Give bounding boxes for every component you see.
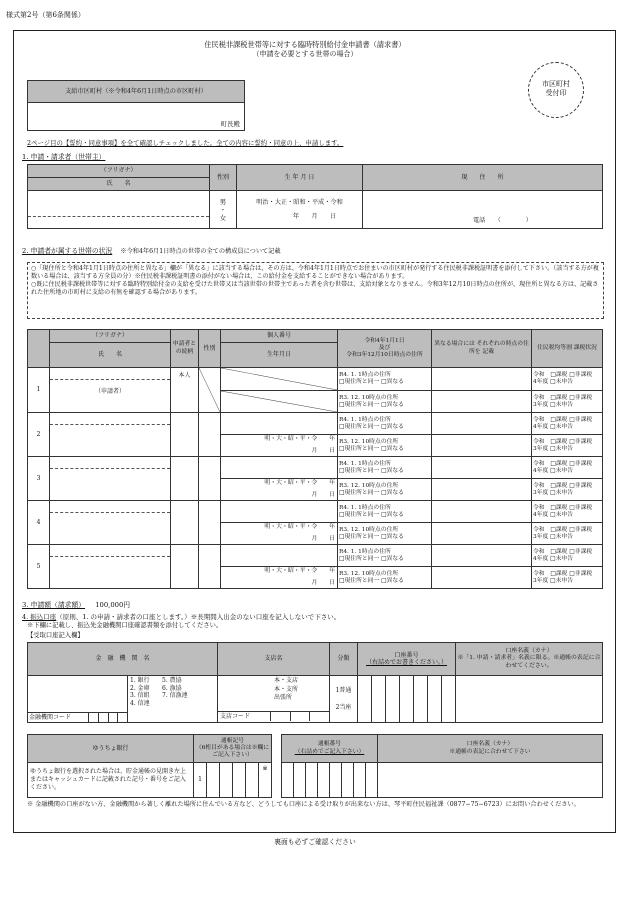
branch-header: 支店名 bbox=[218, 643, 330, 676]
hh-furigana-divider bbox=[50, 468, 170, 469]
account-number-box-4[interactable] bbox=[399, 676, 413, 722]
consent-checkbox-label[interactable] bbox=[27, 139, 343, 147]
hh-myno-header: 個人番号 bbox=[221, 330, 338, 343]
section4-title: 4. 振込口座 bbox=[22, 613, 57, 621]
hh-r3-same: □現住所と同一 □異なる bbox=[339, 401, 404, 408]
hh-tax-r4-line2: 4年度 □未申告 bbox=[533, 555, 573, 562]
account-number-label: 口座番号 bbox=[394, 651, 419, 659]
hh-diff-r4-cell[interactable] bbox=[432, 545, 532, 567]
bank-type-option[interactable]: 7. 信漁連 bbox=[162, 692, 188, 699]
bank-code-row bbox=[28, 712, 127, 722]
section2-heading bbox=[22, 247, 281, 256]
section2-notes-box bbox=[27, 262, 604, 319]
hh-r3-same: □現住所と同一 □異なる bbox=[339, 577, 404, 584]
yucho-kigo-box-4[interactable] bbox=[232, 763, 245, 797]
hh-diff-r4-cell[interactable] bbox=[432, 457, 532, 479]
hh-r4-label: R4. 1. 1時点の住所 bbox=[339, 548, 391, 555]
hh-dob-era: 明・大・昭・平・令 年 bbox=[264, 480, 335, 487]
hh-myno-cell[interactable] bbox=[221, 545, 338, 567]
branch-code-box-1[interactable] bbox=[270, 712, 290, 721]
hh-row-no: 1 bbox=[28, 368, 50, 413]
hh-gender-header: 性別 bbox=[199, 330, 221, 368]
bank-type-option[interactable]: 4. 信連 bbox=[130, 699, 150, 707]
bank-code-box-3[interactable] bbox=[108, 713, 118, 722]
section3-amount: 100,000円 bbox=[95, 601, 131, 609]
hh-dob-md: 月 日 bbox=[311, 491, 335, 498]
hh-tax-r3-line2: 3年度 □未申告 bbox=[533, 533, 573, 540]
applicant-dob-header: 生 年 月 日 bbox=[237, 165, 363, 191]
hh-furigana-divider bbox=[50, 379, 170, 380]
hh-dob-cell[interactable] bbox=[221, 567, 338, 589]
branch-code-row bbox=[218, 711, 329, 721]
bank-type-option[interactable]: 6. 漁協 bbox=[162, 684, 182, 692]
hh-gender-cell[interactable] bbox=[199, 501, 221, 545]
hh-tax-header: 住民税均等割 課税状況 bbox=[532, 330, 603, 368]
hh-myno-slash bbox=[221, 368, 337, 390]
yucho-no-box-4[interactable] bbox=[317, 763, 329, 797]
hh-dob-cell[interactable] bbox=[221, 435, 338, 457]
section1-heading: 1. 申請・請求者（世帯主） bbox=[22, 153, 106, 161]
hh-tax-r4-line2: 4年度 □未申告 bbox=[533, 511, 573, 518]
yucho-gap-2 bbox=[272, 763, 282, 798]
hh-relation-header: 申請者との続柄 bbox=[171, 330, 199, 368]
hh-furigana-header: （フリガナ） bbox=[50, 330, 171, 343]
applicant-table bbox=[27, 164, 603, 229]
household-row bbox=[28, 413, 603, 435]
hh-name-header: 氏 名 bbox=[50, 343, 171, 368]
branch-type-option[interactable]: 本・支所 bbox=[274, 685, 299, 693]
bank-type-option[interactable]: 2. 金庫 bbox=[130, 684, 150, 692]
hh-r3-cell[interactable] bbox=[338, 567, 432, 589]
yucho-no-box-3[interactable] bbox=[305, 763, 317, 797]
hh-dob-era: 明・大・昭・平・令 年 bbox=[264, 568, 335, 575]
hh-furigana-divider bbox=[50, 424, 170, 425]
hh-gender-cell[interactable] bbox=[199, 545, 221, 589]
account-number-box-1[interactable] bbox=[358, 676, 371, 722]
hh-gender-cell[interactable] bbox=[199, 457, 221, 501]
branch-cell[interactable] bbox=[218, 676, 330, 723]
section4-heading-rest: （原則、1. の申請・請求者の口座とします。）※長期間入出金のない口座を記入しないで下さい。 bbox=[56, 613, 341, 621]
applicant-gender-value[interactable]: 男 ・ 女 bbox=[210, 191, 237, 229]
yucho-no-box-7[interactable] bbox=[353, 763, 365, 797]
yucho-holder-label: 口座名義（カナ） bbox=[466, 741, 514, 748]
hh-tax-r4-line1: 令和 □課税 □非課税 bbox=[533, 416, 593, 423]
hh-relation-cell[interactable] bbox=[171, 545, 199, 589]
stamp-line1: 市区町村 bbox=[542, 80, 570, 88]
hh-r3-same: □現住所と同一 □異なる bbox=[339, 445, 404, 452]
hh-r3-cell[interactable] bbox=[338, 391, 432, 413]
form-number: 様式第2号（第6条関係） bbox=[6, 11, 85, 19]
form-subtitle: （申請を必要とする世帯の場合） bbox=[252, 50, 358, 58]
hh-myno-cell[interactable] bbox=[221, 368, 338, 391]
hh-r4-same: □現住所と同一 □異なる bbox=[339, 423, 404, 430]
hh-tax-r3-line1: 令和 □課税 □非課税 bbox=[533, 394, 593, 401]
yucho-kigo-header bbox=[194, 735, 272, 763]
account-type-header: 分類 bbox=[330, 643, 358, 676]
hh-tax-r3-cell[interactable] bbox=[532, 567, 603, 589]
hh-tax-r3-line1: 令和 □課税 □非課税 bbox=[533, 526, 593, 533]
hh-tax-r3-line2: 3年度 □未申告 bbox=[533, 489, 573, 496]
yucho-holder-cell[interactable] bbox=[378, 763, 603, 798]
hh-r3-label: R3. 12. 10時点の住所 bbox=[339, 482, 399, 489]
hh-myno-cell[interactable] bbox=[221, 413, 338, 435]
yucho-no-cell[interactable] bbox=[282, 763, 378, 798]
hh-tax-r4-line2: 4年度 □未申告 bbox=[533, 379, 573, 385]
hh-tax-r4-line1: 令和 □課税 □非課税 bbox=[533, 372, 593, 379]
account-number-box-3[interactable] bbox=[385, 676, 399, 722]
yucho-no-label: 通帳番号 bbox=[317, 741, 342, 748]
yucho-kigo-fixed-1: 1 bbox=[198, 776, 202, 783]
account-number-boxes bbox=[358, 676, 455, 722]
applicant-gender-header: 性別 bbox=[210, 165, 237, 191]
hh-tax-r3-cell[interactable] bbox=[532, 523, 603, 545]
bank-type-list-2 bbox=[162, 677, 188, 707]
yucho-no-boxes bbox=[282, 763, 377, 797]
hh-gender-slash bbox=[199, 368, 220, 412]
bank-type-option[interactable]: 3. 信組 bbox=[130, 692, 150, 699]
household-rows bbox=[28, 368, 603, 589]
hh-name-cell[interactable] bbox=[50, 368, 171, 413]
branch-code-label: 支店コード bbox=[220, 713, 251, 720]
account-holder-label: 口座名義（カナ） bbox=[505, 647, 553, 654]
section2-note1: ○「現住所と令和4年1月1日時点の住所と異なる」欄が「異なる」に該当する場合は、その方は、令和4年1月1日時点でお住まいの市区町村が発行する住民税非課税証明書を添付して下さい。（該当する方が複数いる場合は、該当する方全員の分）※住民税非課税証明書の添付がない場合は、この給付金を支給することができない場合があります。 bbox=[31, 265, 599, 281]
hh-r3-cell[interactable] bbox=[338, 523, 432, 545]
yucho-no-box-6[interactable] bbox=[341, 763, 353, 797]
bank-type-option[interactable]: 1. 銀行 bbox=[130, 677, 150, 684]
hh-diff-r3-cell[interactable] bbox=[432, 479, 532, 501]
household-row bbox=[28, 457, 603, 479]
branch-type-list bbox=[218, 676, 329, 711]
hh-r4-same: □現住所と同一 □異なる bbox=[339, 379, 404, 385]
hh-name-cell[interactable] bbox=[50, 413, 171, 457]
hh-no-header bbox=[28, 330, 50, 368]
applicant-era-options: 明治・大正・昭和・平成・令和 bbox=[256, 198, 343, 206]
hh-r3-same: □現住所と同一 □異なる bbox=[339, 533, 404, 540]
hh-r3-label: R3. 12. 10時点の住所 bbox=[339, 394, 399, 401]
hh-dob-era: 明・大・昭・平・令 年 bbox=[264, 524, 335, 531]
hh-row1-name: （申請者） bbox=[94, 388, 125, 395]
hh-tax-r4-cell[interactable] bbox=[532, 545, 603, 567]
account-holder-note: ※「1. 申請・請求者」名義に限る。※通帳の表記に合わせてください。 bbox=[457, 655, 601, 669]
hh-dob-cell bbox=[221, 391, 338, 413]
hh-tax-r3-line1: 令和 □課税 □非課税 bbox=[533, 570, 593, 577]
hh-r4-cell[interactable] bbox=[338, 413, 432, 435]
hh-r4-label: R4. 1. 1時点の住所 bbox=[339, 372, 391, 379]
household-row bbox=[28, 501, 603, 523]
bank-name-header: 金 融 機 関 名 bbox=[28, 643, 218, 676]
hh-row-no: 4 bbox=[28, 501, 50, 545]
hh-r4-same: □現住所と同一 □異なる bbox=[339, 555, 404, 562]
account-number-box-2[interactable] bbox=[371, 676, 385, 722]
yucho-desc: ゆうちょ銀行を選択された場合は、貯金通帳の見開き左上またはキャッシュカードに記載された記号・番号をご記入ください。 bbox=[28, 763, 194, 798]
section2-note: ※令和4年6月1日時点の世帯の全ての構成員について記載 bbox=[120, 248, 281, 255]
hh-dob-md: 月 日 bbox=[311, 535, 335, 542]
yucho-holder-header bbox=[378, 735, 603, 763]
applicant-dob-cell[interactable] bbox=[237, 191, 363, 229]
hh-tax-r4-cell[interactable] bbox=[532, 368, 603, 391]
hh-row-no: 2 bbox=[28, 413, 50, 457]
applicant-address-cell[interactable] bbox=[363, 191, 603, 229]
municipality-label: 支給市区町村（※令和4年6月1日時点の市区町村） bbox=[28, 81, 245, 103]
hh-name-cell[interactable] bbox=[50, 457, 171, 501]
yucho-kigo-star: ※ bbox=[258, 763, 271, 797]
hh-r3-cell[interactable] bbox=[338, 479, 432, 501]
hh-diff-r3-cell[interactable] bbox=[432, 523, 532, 545]
applicant-name-header: 氏 名 bbox=[28, 178, 210, 191]
hh-tax-r3-line2: 3年度 □未申告 bbox=[533, 445, 573, 452]
hh-tax-r4-line2: 4年度 □未申告 bbox=[533, 467, 573, 474]
hh-r4-cell[interactable] bbox=[338, 545, 432, 567]
hh-diff-r3-cell[interactable] bbox=[432, 435, 532, 457]
section2-title: 2. 申請者が属する世帯の状況 bbox=[22, 247, 113, 255]
applicant-ymd: 年 月 日 bbox=[292, 212, 337, 220]
yucho-no-box-2[interactable] bbox=[293, 763, 305, 797]
hh-tax-r4-line1: 令和 □課税 □非課税 bbox=[533, 504, 593, 511]
account-number-box-6[interactable] bbox=[427, 676, 441, 722]
form-title: 住民税非課税世帯等に対する臨時特別給付金申請書（請求書） bbox=[204, 40, 406, 49]
yucho-header: ゆうちょ銀行 bbox=[28, 735, 194, 763]
municipality-suffix: 町長殿 bbox=[28, 103, 245, 131]
household-row bbox=[28, 368, 603, 391]
branch-code-box-2[interactable] bbox=[290, 712, 310, 721]
hh-r3-cell[interactable] bbox=[338, 435, 432, 457]
hh-diff-header: 異なる場合には それぞれの時点の住所を 記載 bbox=[432, 330, 532, 368]
yucho-kigo-note: （6桁目がある場合は※欄にご記入下さい） bbox=[195, 744, 270, 759]
bank-code-box-4[interactable] bbox=[117, 713, 127, 722]
bank-type-list-1 bbox=[130, 677, 162, 707]
household-table bbox=[27, 329, 603, 589]
hh-r4-same: □現住所と同一 □異なる bbox=[339, 511, 404, 518]
account-number-cell[interactable] bbox=[358, 676, 456, 723]
yucho-kigo-label: 通帳記号 bbox=[220, 737, 245, 744]
hh-r4-label: R4. 1. 1時点の住所 bbox=[339, 460, 391, 467]
hh-tax-r3-cell[interactable] bbox=[532, 479, 603, 501]
account-type-current: 2当座 bbox=[335, 704, 352, 711]
hh-r3-label: R3. 12. 10時点の住所 bbox=[339, 438, 399, 445]
footer-note: ※ 金融機関の口座がない方、金融機関から著しく離れた場所に住んでいる方など、どうしても口座による受け取りが出来ない方は、琴平町住民福祉課（0877−75−6723）にお問い合わせください。 bbox=[27, 801, 580, 808]
hh-row-no: 3 bbox=[28, 457, 50, 501]
yucho-kigo-box-2[interactable] bbox=[206, 763, 219, 797]
hh-furigana-divider bbox=[50, 512, 170, 513]
bank-type-cell[interactable] bbox=[128, 676, 218, 723]
applicant-name-cell[interactable] bbox=[28, 191, 210, 229]
hh-r4-cell[interactable] bbox=[338, 501, 432, 523]
hh-tax-r3-line2: 3年度 □未申告 bbox=[533, 577, 573, 584]
hh-dob-cell[interactable] bbox=[221, 479, 338, 501]
hh-name-cell[interactable] bbox=[50, 501, 171, 545]
hh-dob-md: 月 日 bbox=[311, 579, 335, 586]
account-holder-cell[interactable] bbox=[456, 676, 603, 723]
hh-tax-r3-line2: 3年度 □未申告 bbox=[533, 401, 573, 408]
hh-tax-r4-cell[interactable] bbox=[532, 501, 603, 523]
hh-diff-r3-cell[interactable] bbox=[432, 391, 532, 413]
hh-dob-header: 生年月日 bbox=[221, 343, 338, 368]
yucho-table bbox=[27, 734, 603, 798]
hh-dob-cell[interactable] bbox=[221, 523, 338, 545]
hh-r3-label: R3. 12. 10時点の住所 bbox=[339, 570, 399, 577]
hh-tax-r3-line1: 令和 □課税 □非課税 bbox=[533, 482, 593, 489]
hh-tax-r4-line1: 令和 □課税 □非課税 bbox=[533, 548, 593, 555]
bank-code-label: 金融機関コード bbox=[29, 714, 72, 721]
bank-code-box-1[interactable] bbox=[88, 713, 98, 722]
hh-r4-label: R4. 1. 1時点の住所 bbox=[339, 504, 391, 511]
account-type-ordinary: 1普通 bbox=[335, 686, 352, 694]
yucho-gap bbox=[272, 735, 282, 763]
yucho-no-header bbox=[282, 735, 378, 763]
bank-type-option[interactable]: 5. 農協 bbox=[162, 677, 182, 684]
bank-table bbox=[27, 642, 603, 723]
section4-heading bbox=[22, 613, 340, 621]
hh-gender-cell[interactable] bbox=[199, 368, 221, 413]
reception-stamp-area bbox=[528, 62, 584, 118]
hh-row-no: 5 bbox=[28, 545, 50, 589]
hh-dob-slash bbox=[221, 391, 337, 412]
household-row bbox=[28, 545, 603, 567]
yucho-holder-note: ※通帳の表記に合わせて下さい bbox=[449, 748, 531, 755]
stamp-line2: 受付印 bbox=[545, 88, 567, 97]
hh-dob-md: 月 日 bbox=[311, 447, 335, 454]
hh-furigana-divider bbox=[50, 556, 170, 557]
yucho-kigo-boxes bbox=[194, 763, 271, 797]
section3-title: 3. 申請額（請求額） bbox=[22, 601, 86, 609]
yucho-kigo-box-5[interactable] bbox=[245, 763, 258, 797]
hh-myno-cell[interactable] bbox=[221, 501, 338, 523]
account-holder-header bbox=[456, 643, 603, 676]
branch-type-option[interactable]: 出張所 bbox=[274, 694, 293, 702]
hh-diff-r3-cell[interactable] bbox=[432, 567, 532, 589]
hh-r4-same: □現住所と同一 □異なる bbox=[339, 467, 404, 474]
bank-type-lists bbox=[130, 677, 215, 707]
account-type-cell[interactable] bbox=[330, 676, 358, 723]
section3-heading bbox=[22, 601, 130, 609]
hh-tax-r4-cell[interactable] bbox=[532, 413, 603, 435]
hh-r4-cell[interactable] bbox=[338, 457, 432, 479]
yucho-no-box-1[interactable] bbox=[282, 763, 293, 797]
hh-r3-same: □現住所と同一 □異なる bbox=[339, 489, 404, 496]
yucho-kigo-cell[interactable] bbox=[194, 763, 272, 798]
hh-diff-r4-cell[interactable] bbox=[432, 501, 532, 523]
branch-code-box-3[interactable] bbox=[309, 712, 329, 721]
hh-addr-header bbox=[338, 330, 432, 368]
hh-tax-r4-cell[interactable] bbox=[532, 457, 603, 479]
hh-gender-cell[interactable] bbox=[199, 413, 221, 457]
yucho-no-box-5[interactable] bbox=[329, 763, 341, 797]
hh-r4-cell[interactable] bbox=[338, 368, 432, 391]
applicant-phone-label: 電話 （ ） bbox=[473, 217, 532, 225]
applicant-furigana-header: （フリガナ） bbox=[28, 165, 210, 178]
yucho-no-note: （右詰めでご記入下さい） bbox=[294, 748, 365, 755]
hh-r3-label: R3. 12. 10時点の住所 bbox=[339, 526, 399, 533]
hh-relation-cell[interactable] bbox=[171, 501, 199, 545]
bank-name-cell[interactable] bbox=[28, 676, 128, 723]
consent-text: 2ページ目の【誓約・同意事項】を全て確認しチェックしました。全ての内容に誓約・同意の上、申請します。 bbox=[27, 139, 344, 147]
applicant-address-header: 現 住 所 bbox=[363, 165, 603, 191]
hh-tax-r4-line1: 令和 □課税 □非課税 bbox=[533, 460, 593, 467]
hh-myno-cell[interactable] bbox=[221, 457, 338, 479]
account-number-box-5[interactable] bbox=[413, 676, 427, 722]
hh-addr-header-mid: 及び bbox=[378, 344, 391, 351]
yucho-kigo-box-3[interactable] bbox=[219, 763, 232, 797]
section2-note2: ○既に住民税非課税世帯等に対する臨時特別給付金の支給を受けた世帯又は当該世帯の世帯主であった者を含む世帯は、支給対象となりません。令和3年12月10日時点の住所が、現住所と異なる方は、記載された住所地の市町村に支給の有無を確認する場合があります。 bbox=[31, 281, 599, 297]
hh-diff-r4-cell[interactable] bbox=[432, 368, 532, 391]
hh-tax-r3-cell[interactable] bbox=[532, 391, 603, 413]
account-number-note: （右詰めでお書きください。） bbox=[366, 659, 448, 666]
municipality-box bbox=[27, 80, 245, 131]
hh-r4-label: R4. 1. 1時点の住所 bbox=[339, 416, 391, 423]
hh-addr-header-bot: 令和3年12月10日時点の住所 bbox=[346, 352, 423, 359]
account-number-box-7[interactable] bbox=[441, 676, 455, 722]
hh-tax-r3-cell[interactable] bbox=[532, 435, 603, 457]
account-number-header bbox=[358, 643, 456, 676]
hh-relation-cell[interactable] bbox=[171, 368, 199, 413]
section4-sub: ※下欄に記載し、振込先金融機関口座確認書類を添付してください。 bbox=[27, 622, 223, 629]
branch-type-option[interactable]: 本・支店 bbox=[274, 677, 299, 684]
furigana-divider bbox=[28, 216, 209, 217]
hh-relation-cell[interactable] bbox=[171, 413, 199, 457]
yucho-no-box-8[interactable] bbox=[365, 763, 377, 797]
back-page-note: 裏面も必ずご確認ください bbox=[274, 838, 356, 846]
hh-relation-cell[interactable] bbox=[171, 457, 199, 501]
hh-row1-relation: 本人 bbox=[178, 372, 191, 379]
bank-code-box-2[interactable] bbox=[98, 713, 108, 722]
account-box-label: 【受取口座記入欄】 bbox=[27, 632, 84, 639]
hh-dob-era: 明・大・昭・平・令 年 bbox=[264, 436, 335, 443]
hh-addr-header-top: 令和4年1月1日 bbox=[364, 337, 405, 344]
hh-tax-r4-line2: 4年度 □未申告 bbox=[533, 423, 573, 430]
hh-name-cell[interactable] bbox=[50, 545, 171, 589]
hh-tax-r3-line1: 令和 □課税 □非課税 bbox=[533, 438, 593, 445]
hh-diff-r4-cell[interactable] bbox=[432, 413, 532, 435]
